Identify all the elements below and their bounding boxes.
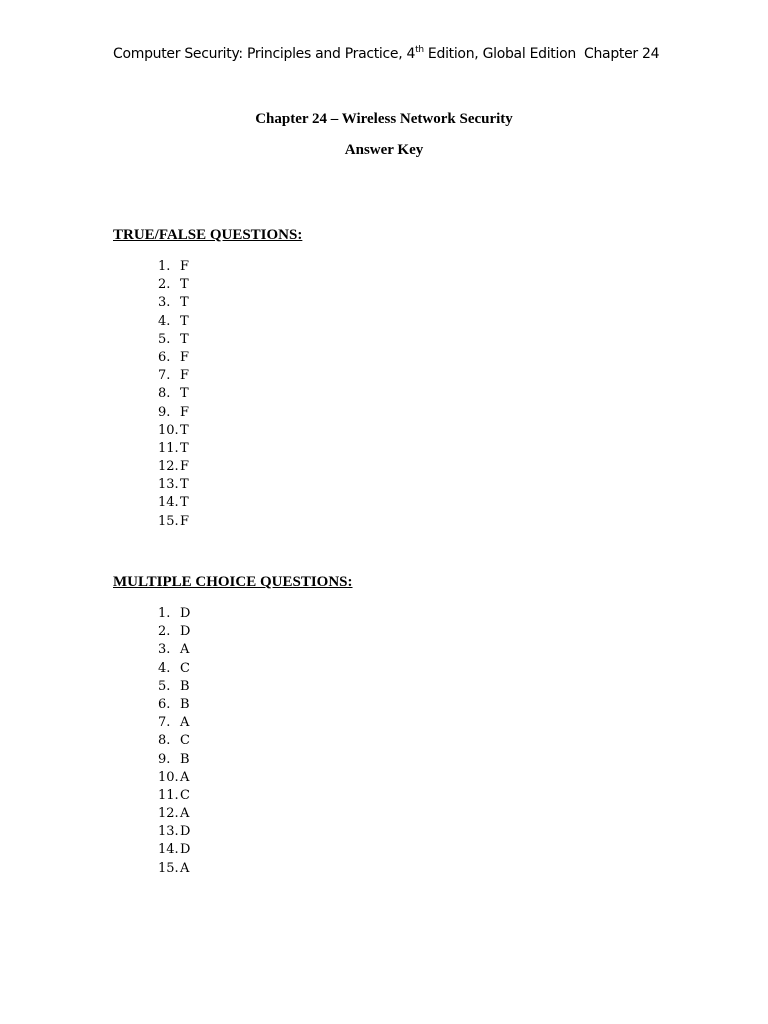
answer-number: 2.: [158, 624, 171, 640]
answer-number: 15.: [158, 513, 179, 529]
answer-item: [158, 823, 190, 841]
answer-number: 6.: [158, 349, 171, 365]
answer-number: 9.: [158, 404, 171, 420]
answer-item: [158, 714, 190, 732]
answer-number: 4.: [158, 660, 171, 676]
answer-number: 11.: [158, 787, 179, 803]
document-subtitle: Answer Key: [344, 142, 424, 158]
answer-item: [158, 258, 189, 276]
answer-value: C: [180, 660, 190, 676]
answer-number: 1.: [158, 259, 171, 274]
answer-value: D: [180, 624, 191, 640]
answer-value: C: [180, 733, 190, 749]
answer-value: T: [180, 386, 189, 402]
answer-item: [158, 422, 189, 440]
answer-value: B: [180, 678, 190, 694]
answer-value: T: [180, 313, 189, 329]
answer-item: [158, 623, 190, 641]
answer-value: T: [180, 440, 189, 456]
answer-number: 1.: [158, 606, 171, 621]
multiple-choice-heading: MULTIPLE CHOICE QUESTIONS:: [113, 574, 353, 590]
answer-value: A: [180, 806, 190, 822]
answer-item: [158, 769, 190, 787]
edition-superscript: th: [415, 45, 424, 55]
answer-number: 7.: [158, 368, 171, 384]
answer-number: 13.: [158, 824, 179, 840]
answer-number: 12.: [158, 459, 179, 475]
answer-number: 9.: [158, 751, 171, 767]
answer-number: 8.: [158, 733, 171, 749]
page-header: [113, 45, 660, 62]
answer-number: 5.: [158, 331, 171, 347]
answer-item: [158, 641, 190, 659]
answer-value: A: [180, 642, 190, 658]
answer-value: B: [180, 751, 190, 767]
answer-number: 15.: [158, 860, 179, 876]
answer-value: F: [180, 459, 190, 475]
answer-value: T: [180, 495, 189, 511]
answer-number: 3.: [158, 295, 171, 311]
answer-item: [158, 678, 190, 696]
true-false-answer-list: [158, 258, 189, 531]
answer-value: D: [180, 606, 191, 621]
answer-value: A: [180, 860, 190, 876]
answer-value: C: [180, 787, 190, 803]
answer-value: F: [180, 259, 190, 274]
answer-number: 12.: [158, 806, 179, 822]
answer-value: F: [180, 368, 190, 384]
answer-item: [158, 513, 189, 531]
answer-number: 2.: [158, 277, 171, 293]
answer-item: [158, 476, 189, 494]
answer-number: 13.: [158, 477, 179, 493]
answer-value: F: [180, 513, 190, 529]
true-false-heading: TRUE/FALSE QUESTIONS:: [113, 227, 303, 243]
answer-value: D: [180, 842, 191, 858]
answer-item: [158, 660, 190, 678]
answer-number: 14.: [158, 842, 179, 858]
answer-value: A: [180, 769, 190, 785]
answer-item: [158, 331, 189, 349]
answer-item: [158, 696, 190, 714]
answer-value: T: [180, 331, 189, 347]
book-title: Computer Security: Principles and Practice, 4th Edition, Global Edition: [113, 45, 576, 62]
answer-number: 6.: [158, 696, 171, 712]
answer-value: D: [180, 824, 191, 840]
answer-item: [158, 276, 189, 294]
answer-number: 14.: [158, 495, 179, 511]
answer-item: [158, 313, 189, 331]
answer-item: [158, 458, 189, 476]
answer-value: T: [180, 477, 189, 493]
answer-item: [158, 787, 190, 805]
answer-item: [158, 385, 189, 403]
answer-item: [158, 349, 189, 367]
answer-item: [158, 440, 189, 458]
answer-item: [158, 605, 190, 623]
answer-number: 3.: [158, 642, 171, 658]
header-chapter-label: Chapter 24: [584, 46, 660, 62]
answer-value: T: [180, 277, 189, 293]
answer-item: [158, 860, 190, 878]
answer-value: B: [180, 696, 190, 712]
answer-number: 5.: [158, 678, 171, 694]
answer-item: [158, 367, 189, 385]
answer-number: 8.: [158, 386, 171, 402]
answer-value: F: [180, 349, 190, 365]
answer-number: 10.: [158, 769, 179, 785]
answer-item: [158, 404, 189, 422]
answer-item: [158, 841, 190, 859]
answer-value: A: [180, 715, 190, 731]
answer-number: 10.: [158, 422, 179, 438]
answer-value: F: [180, 404, 190, 420]
answer-number: 7.: [158, 715, 171, 731]
answer-item: [158, 732, 190, 750]
answer-value: T: [180, 422, 189, 438]
document-title: Chapter 24 – Wireless Network Security: [255, 111, 513, 127]
answer-item: [158, 494, 189, 512]
multiple-choice-answer-list: [158, 605, 190, 878]
answer-item: [158, 805, 190, 823]
answer-item: [158, 294, 189, 312]
answer-item: [158, 751, 190, 769]
answer-value: T: [180, 295, 189, 311]
answer-number: 11.: [158, 440, 179, 456]
answer-number: 4.: [158, 313, 171, 329]
